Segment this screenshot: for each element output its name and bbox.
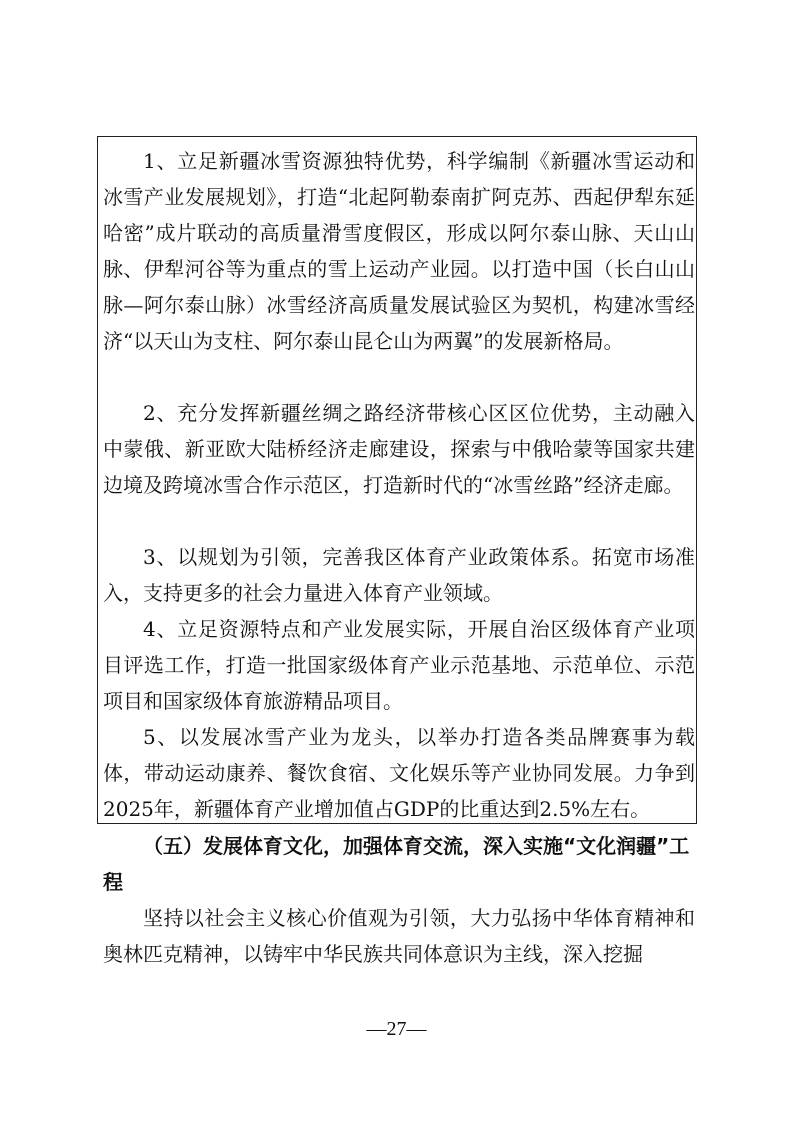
box-paragraph-2: 2、充分发挥新疆丝绸之路经济带核心区区位优势，主动融入中蒙俄、新亚欧大陆桥经济走廊建设，探索与中俄哈蒙等国家共建边境及跨境冰雪合作示范区，打造新时代的“冰雪丝路”经济走廊。 bbox=[103, 401, 695, 497]
box-paragraph-5: 5、以发展冰雪产业为龙头，以举办打造各类品牌赛事为载体，带动运动康养、餐饮食宿、文化娱乐等产业协同发展。力争到2025年，新疆体育产业增加值占GDP的比重达到2.5%左右。 bbox=[103, 725, 695, 821]
box-paragraph-4: 4、立足资源特点和产业发展实际，开展自治区级体育产业项目评选工作，打造一批国家级体育产业示范基地、示范单位、示范项目和国家级体育旅游精品项目。 bbox=[103, 617, 695, 713]
section-body: 坚持以社会主义核心价值观为引领，大力弘扬中华体育精神和奥林匹克精神，以铸牢中华民族共同体意识为主线，深入挖掘 bbox=[103, 906, 695, 966]
page-number: —27— bbox=[366, 1018, 427, 1040]
box-paragraph-3: 3、以规划为引领，完善我区体育产业政策体系。拓宽市场准入，支持更多的社会力量进入体育产业领域。 bbox=[103, 545, 695, 605]
box-paragraph-1: 1、立足新疆冰雪资源独特优势，科学编制《新疆冰雪运动和冰雪产业发展规划》，打造“北起阿勒泰南扩阿克苏、西起伊犁东延哈密”成片联动的高质量滑雪度假区，形成以阿尔泰山脉、天山山脉、伊犁河谷等为重点的雪上运动产业园。以打造中国（长白山山脉—阿尔泰山脉）冰雪经济高质量发展试验区为契机，构建冰雪经济“以天山为支柱、阿尔泰山昆仑山为两翼”的发展新格局。 bbox=[103, 149, 695, 353]
section-heading: （五）发展体育文化，加强体育交流，深入实施“文化润疆”工程 bbox=[103, 834, 690, 894]
